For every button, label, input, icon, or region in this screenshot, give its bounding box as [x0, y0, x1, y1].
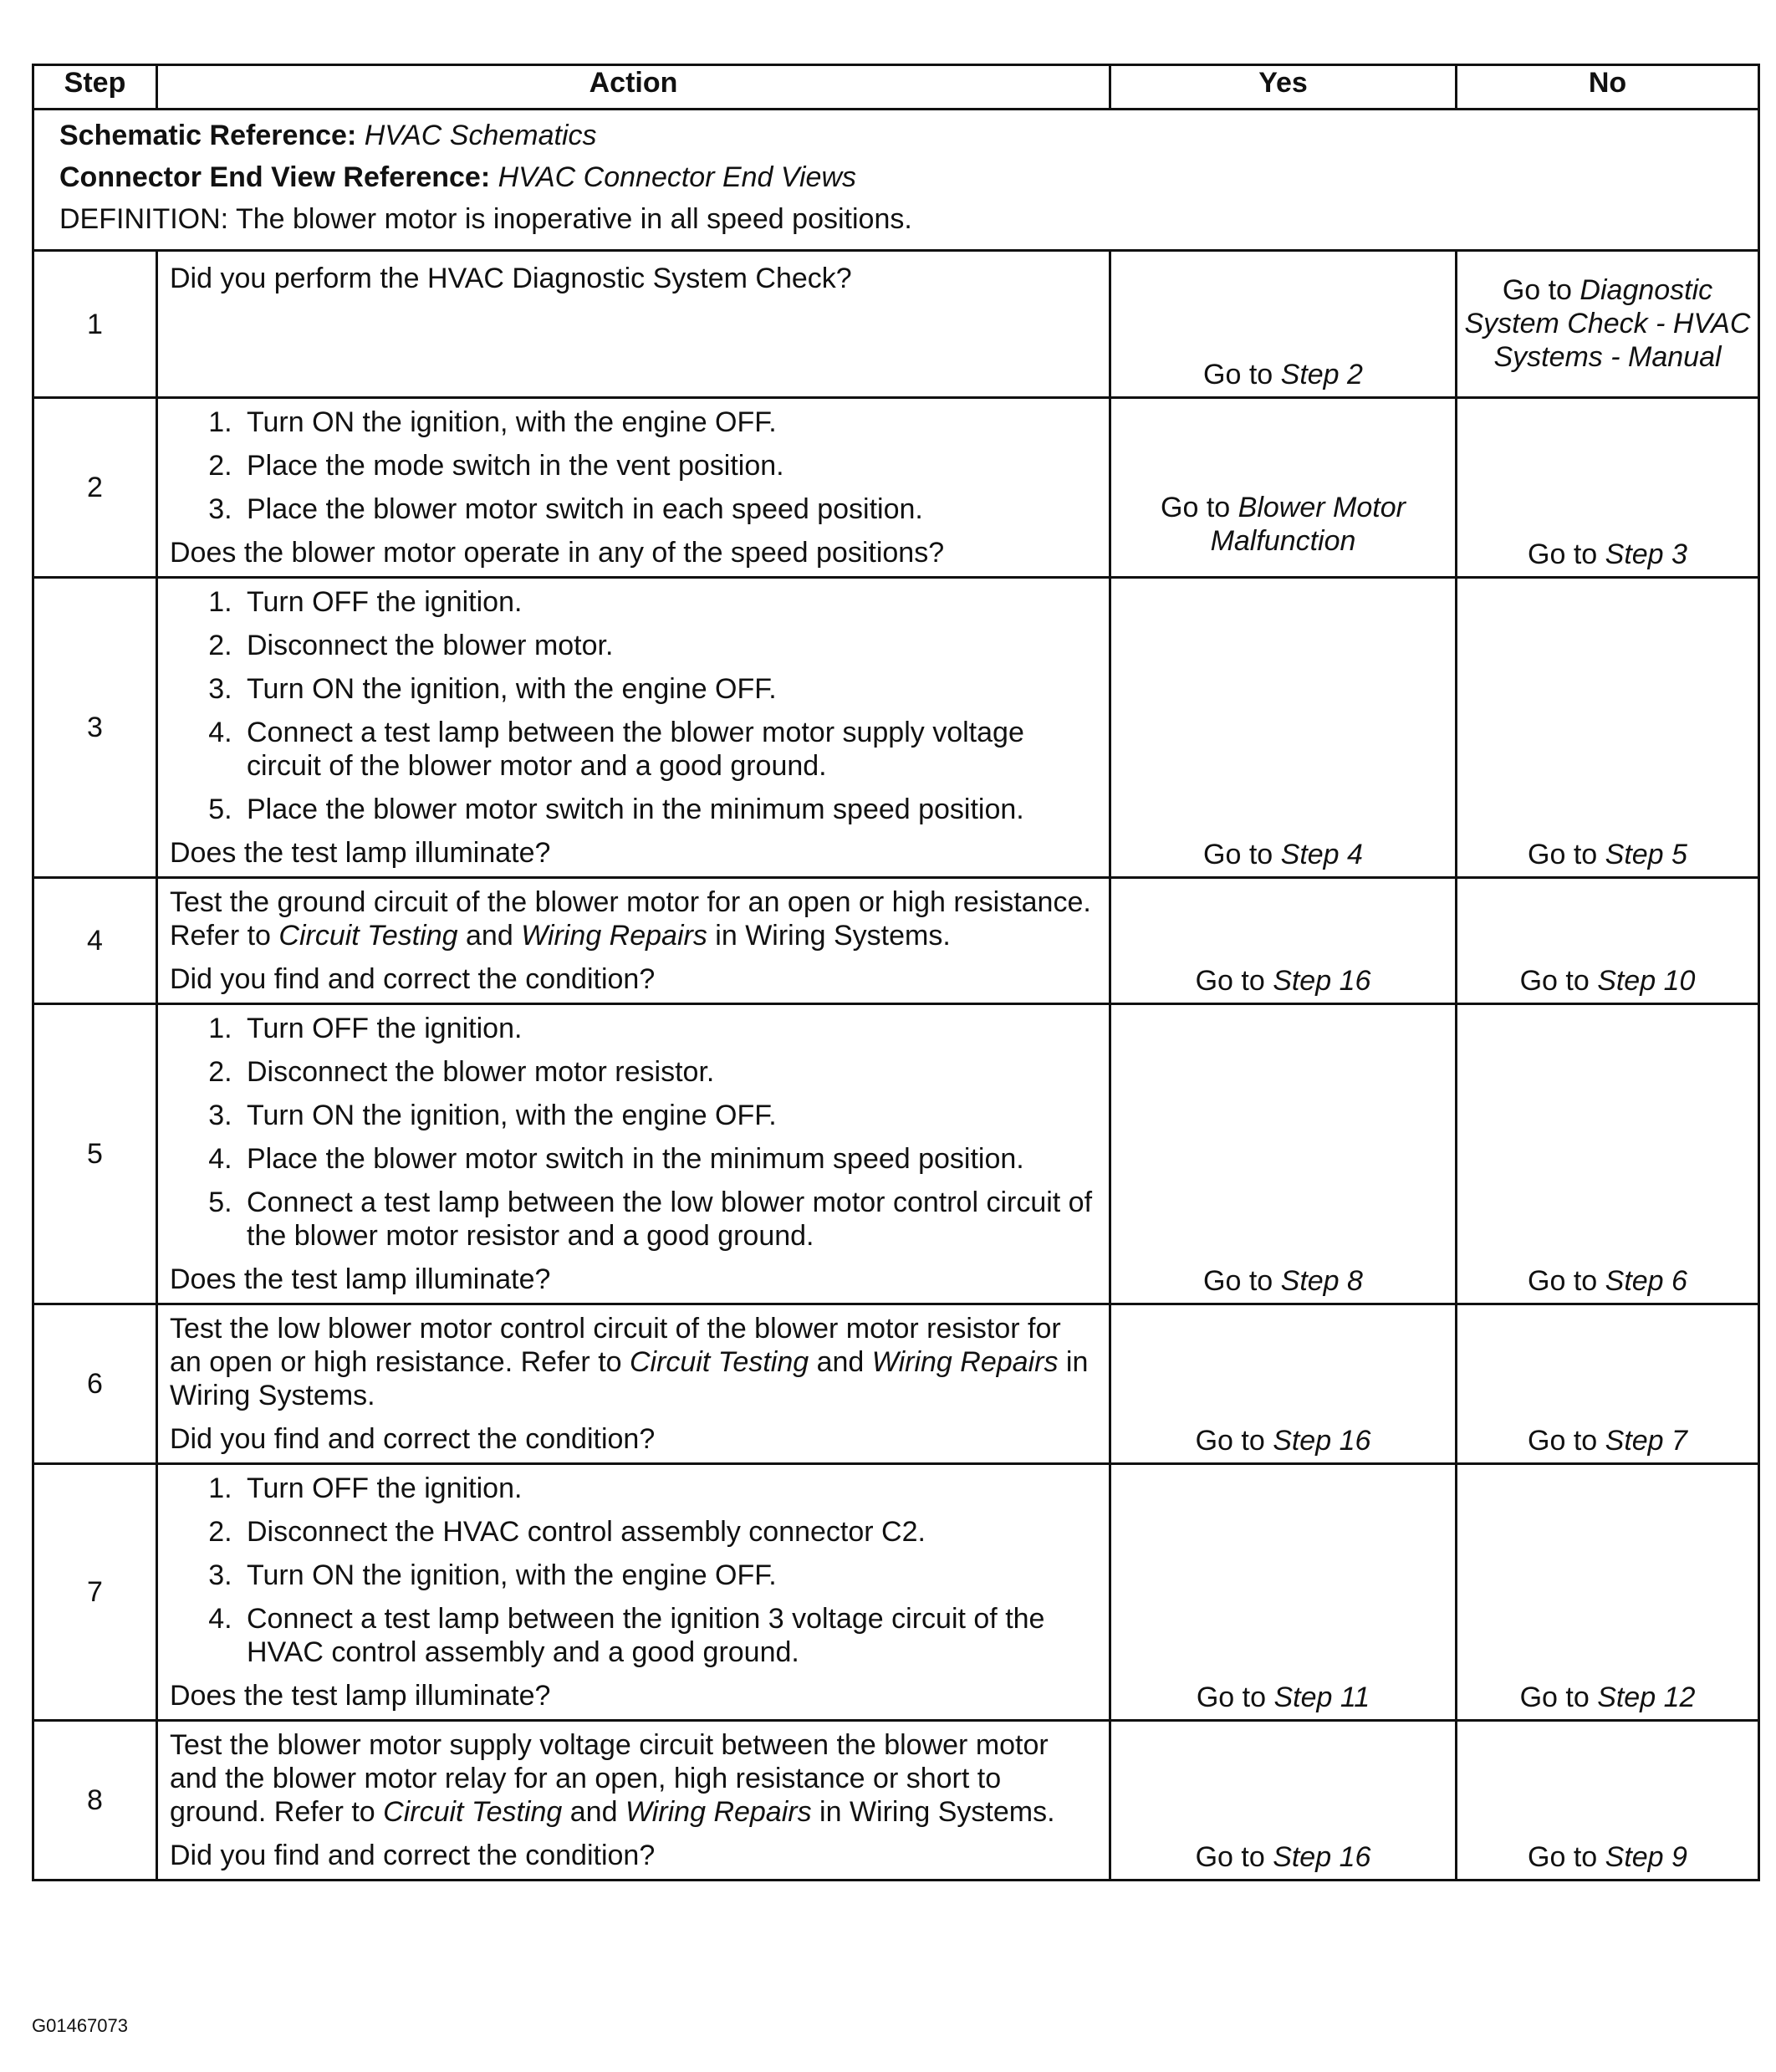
- instruction-item: 3. Turn ON the ignition, with the engine OFF.: [240, 672, 1097, 706]
- yes-target-link[interactable]: Blower Motor Malfunction: [1210, 492, 1406, 557]
- step-number: 3: [33, 578, 157, 878]
- step-question: Does the test lamp illuminate?: [170, 1263, 551, 1295]
- step-number: 4: [33, 878, 157, 1004]
- step-action: [157, 398, 1110, 578]
- step-question: Did you find and correct the condition?: [170, 963, 656, 995]
- header-step: Step: [33, 65, 157, 110]
- yes-prefix: Go to: [1161, 492, 1238, 523]
- instruction-item: 2. Disconnect the HVAC control assembly connector C2.: [240, 1515, 1097, 1549]
- connector-reference-label: Connector End View Reference:: [59, 161, 491, 193]
- no-cell[interactable]: [1457, 878, 1759, 1004]
- description-text: Test the blower motor supply voltage circuit between the blower motor and the blower motor relay for an open, high resistance or short to ground. Refer to: [170, 1729, 1049, 1828]
- header-action: Action: [157, 65, 1110, 110]
- yes-target-link[interactable]: Step 16: [1273, 965, 1371, 997]
- description-text: and: [809, 1346, 872, 1378]
- step-number: 8: [33, 1721, 157, 1881]
- step-description: [170, 1312, 1097, 1412]
- step-question: Did you find and correct the condition?: [170, 1840, 656, 1871]
- header-yes: Yes: [1110, 65, 1457, 110]
- step-question: Did you perform the HVAC Diagnostic System Check?: [170, 263, 852, 294]
- no-prefix: Go to: [1502, 273, 1580, 306]
- instruction-item: 4. Connect a test lamp between the blower motor supply voltage circuit of the blower motor and a good ground.: [240, 716, 1097, 783]
- table-row: [33, 1721, 1759, 1881]
- step-instructions: [170, 1012, 1097, 1253]
- yes-prefix: Go to: [1195, 965, 1273, 997]
- step-description: [170, 885, 1097, 952]
- step-question: Did you find and correct the condition?: [170, 1423, 656, 1455]
- yes-target-link[interactable]: Step 16: [1273, 1425, 1371, 1457]
- yes-cell[interactable]: [1110, 1304, 1457, 1464]
- yes-target-link[interactable]: Step 11: [1273, 1682, 1370, 1713]
- step-number: 2: [33, 398, 157, 578]
- no-cell[interactable]: [1457, 1721, 1759, 1881]
- instruction-item: 2. Disconnect the blower motor resistor.: [240, 1055, 1097, 1089]
- yes-cell[interactable]: [1110, 878, 1457, 1004]
- step-question: Does the blower motor operate in any of the speed positions?: [170, 537, 945, 569]
- no-prefix: Go to: [1528, 1265, 1605, 1297]
- no-target-link[interactable]: Step 3: [1605, 538, 1687, 570]
- yes-target-link[interactable]: Step 8: [1280, 1265, 1363, 1297]
- instruction-item: 1. Turn OFF the ignition.: [240, 585, 1097, 619]
- yes-cell[interactable]: [1110, 1721, 1457, 1881]
- no-target-link[interactable]: Step 9: [1605, 1841, 1687, 1873]
- no-target-link[interactable]: Step 7: [1605, 1425, 1687, 1457]
- circuit-testing-link[interactable]: Circuit Testing: [630, 1346, 809, 1378]
- table-row: [33, 1004, 1759, 1304]
- no-target-link[interactable]: Step 12: [1597, 1682, 1696, 1713]
- step-instructions: [170, 406, 1097, 526]
- no-target-link[interactable]: Diagnostic System Check - HVAC Systems - Manual: [1464, 273, 1751, 373]
- circuit-testing-link[interactable]: Circuit Testing: [383, 1796, 563, 1828]
- no-prefix: Go to: [1528, 1841, 1605, 1873]
- step-action: [157, 1004, 1110, 1304]
- no-target-link[interactable]: Step 5: [1605, 839, 1687, 870]
- yes-prefix: Go to: [1203, 359, 1281, 390]
- instruction-item: 4. Connect a test lamp between the ignition 3 voltage circuit of the HVAC control assembly and a good ground.: [240, 1602, 1097, 1669]
- yes-cell[interactable]: [1110, 578, 1457, 878]
- yes-target-link[interactable]: Step 4: [1280, 839, 1363, 870]
- wiring-repairs-link[interactable]: Wiring Repairs: [625, 1796, 812, 1828]
- table-row: [33, 251, 1759, 398]
- yes-prefix: Go to: [1203, 1265, 1281, 1297]
- no-cell[interactable]: [1457, 1304, 1759, 1464]
- instruction-item: 1. Turn ON the ignition, with the engine OFF.: [240, 406, 1097, 439]
- circuit-testing-link[interactable]: Circuit Testing: [278, 920, 458, 952]
- step-action: [157, 251, 1110, 398]
- no-cell[interactable]: [1457, 251, 1759, 398]
- instruction-item: 3. Place the blower motor switch in each speed position.: [240, 492, 1097, 526]
- instruction-item: 5. Connect a test lamp between the low blower motor control circuit of the blower motor resistor and a good ground.: [240, 1186, 1097, 1253]
- no-cell[interactable]: [1457, 1464, 1759, 1721]
- document-code: G01467073: [32, 2015, 128, 2036]
- step-action: [157, 578, 1110, 878]
- step-number: 7: [33, 1464, 157, 1721]
- diagnostic-table-container: [32, 64, 1758, 1881]
- yes-prefix: Go to: [1195, 1841, 1273, 1873]
- instruction-item: 4. Place the blower motor switch in the minimum speed position.: [240, 1142, 1097, 1176]
- connector-reference: [59, 161, 1733, 194]
- table-row: [33, 398, 1759, 578]
- header-no: No: [1457, 65, 1759, 110]
- yes-cell[interactable]: [1110, 1464, 1457, 1721]
- yes-prefix: Go to: [1196, 1682, 1274, 1713]
- no-prefix: Go to: [1528, 839, 1605, 870]
- table-row: [33, 1464, 1759, 1721]
- wiring-repairs-link[interactable]: Wiring Repairs: [871, 1346, 1059, 1378]
- description-text: Test the low blower motor control circuit of the blower motor resistor for an open or high resistance. Refer to: [170, 1313, 1061, 1378]
- step-action: [157, 878, 1110, 1004]
- reference-row: [33, 110, 1759, 251]
- step-number: 6: [33, 1304, 157, 1464]
- instruction-item: 2. Place the mode switch in the vent position.: [240, 449, 1097, 482]
- table-row: [33, 878, 1759, 1004]
- description-text: Test the ground circuit of the blower motor for an open or high resistance. Refer to: [170, 886, 1091, 952]
- wiring-repairs-link[interactable]: Wiring Repairs: [521, 920, 707, 952]
- schematic-reference: [59, 119, 1733, 152]
- yes-target-link[interactable]: Step 2: [1280, 359, 1363, 390]
- step-action: [157, 1721, 1110, 1881]
- step-number: 5: [33, 1004, 157, 1304]
- no-cell[interactable]: [1457, 1004, 1759, 1304]
- yes-prefix: Go to: [1195, 1425, 1273, 1457]
- yes-cell[interactable]: [1110, 1004, 1457, 1304]
- yes-prefix: Go to: [1203, 839, 1281, 870]
- table-header-row: [33, 65, 1759, 110]
- diagnostic-table: [32, 64, 1760, 1881]
- table-row: [33, 578, 1759, 878]
- instruction-item: 3. Turn ON the ignition, with the engine OFF.: [240, 1559, 1097, 1592]
- step-instructions: [170, 585, 1097, 826]
- step-question: Does the test lamp illuminate?: [170, 1680, 551, 1712]
- description-text: and: [457, 920, 522, 952]
- no-target-link[interactable]: Step 10: [1597, 965, 1696, 997]
- instruction-item: 1. Turn OFF the ignition.: [240, 1472, 1097, 1505]
- no-prefix: Go to: [1528, 1425, 1605, 1457]
- no-prefix: Go to: [1519, 1682, 1598, 1713]
- yes-cell[interactable]: [1110, 251, 1457, 398]
- step-number: 1: [33, 251, 157, 398]
- reference-cell: [33, 110, 1759, 251]
- description-text: in Wiring Systems.: [170, 1346, 1089, 1411]
- description-text: in Wiring Systems.: [707, 920, 951, 952]
- instruction-item: 1. Turn OFF the ignition.: [240, 1012, 1097, 1045]
- no-target-link[interactable]: Step 6: [1605, 1265, 1687, 1297]
- table-row: [33, 1304, 1759, 1464]
- connector-reference-link[interactable]: HVAC Connector End Views: [498, 161, 856, 193]
- schematic-reference-label: Schematic Reference:: [59, 120, 357, 151]
- step-description: [170, 1728, 1097, 1829]
- description-text: in Wiring Systems.: [811, 1796, 1055, 1828]
- yes-target-link[interactable]: Step 16: [1273, 1841, 1371, 1873]
- step-action: [157, 1304, 1110, 1464]
- no-prefix: Go to: [1528, 538, 1605, 570]
- instruction-item: 2. Disconnect the blower motor.: [240, 629, 1097, 662]
- schematic-reference-link[interactable]: HVAC Schematics: [364, 120, 597, 151]
- instruction-item: 3. Turn ON the ignition, with the engine OFF.: [240, 1099, 1097, 1132]
- step-action: [157, 1464, 1110, 1721]
- step-instructions: [170, 1472, 1097, 1669]
- step-question: Does the test lamp illuminate?: [170, 837, 551, 869]
- no-cell[interactable]: [1457, 578, 1759, 878]
- description-text: and: [562, 1796, 625, 1828]
- no-prefix: Go to: [1519, 965, 1598, 997]
- definition-text: DEFINITION: The blower motor is inoperative in all speed positions.: [59, 203, 912, 235]
- yes-cell[interactable]: [1110, 398, 1457, 578]
- no-cell[interactable]: [1457, 398, 1759, 578]
- instruction-item: 5. Place the blower motor switch in the minimum speed position.: [240, 793, 1097, 826]
